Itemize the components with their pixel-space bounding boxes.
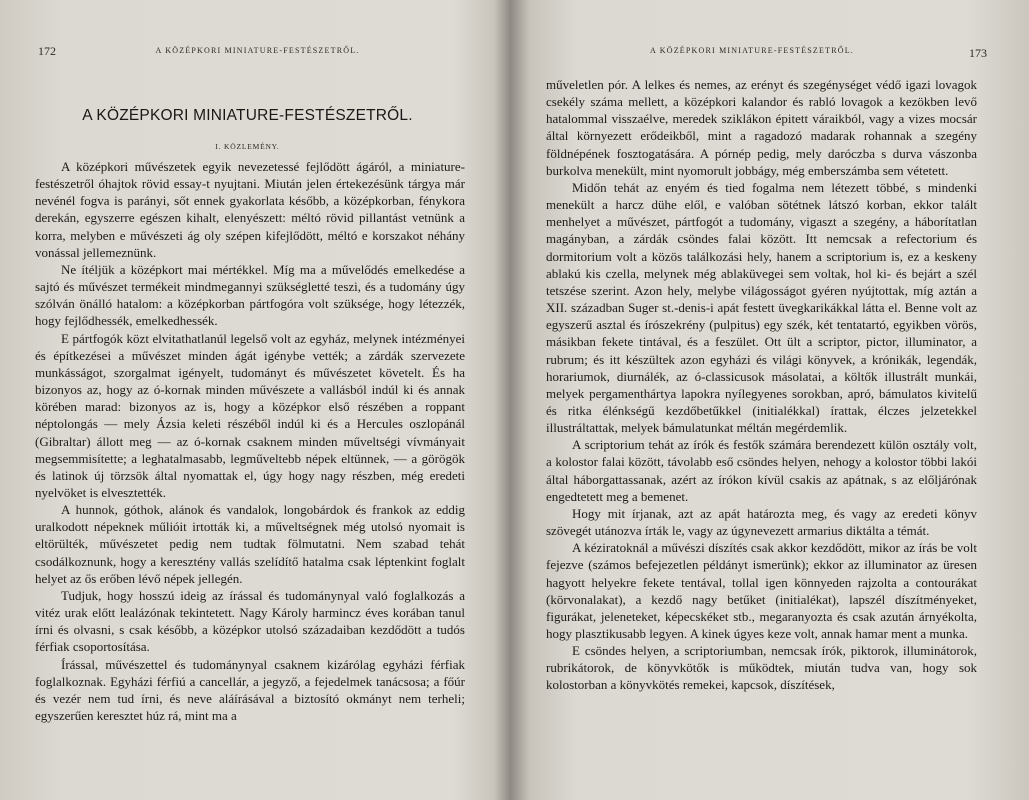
paragraph: Midőn tehát az enyém és tied fogalma nem létezett többé, s mindenki menekült a harcz dühe elől, e valóban sötétnek látszó korban, ekkor talált menhelyet a művészet, pártfogót a tudomány, vigaszt a szegény, a háborítatlan magányban, a zárdák csöndes falai között. Itt nemcsak a refectorium és dormitorium volt a közös találkozási hely, hanem a scriptorium is, ez a keskeny ablakú kis czella, melynek még ablaküvegei sem voltak, hol ki- és bejárt a szél tetszése szerint. Azon hely, melybe világosságot gyéren nyújtottak, míg aztán a XII. században Suger st.-denis-i apát festett üvegkarikákkal látta el. Benne volt az egyszerű asztal és írószekrény (pulpitus) egy szék, két tentatartó, egyikben vörös, másikban fekete tintával, és a feszület. Ott ült a scriptor, pictor, illuminator, a rubrum; és itt készültek azon egyházi és világi könyvek, a krónikák, legendák, horariumok, diurnálék, az ó-classicusok másolatai, a költők illustrált munkái, melyek pergamenthártya lapokra nyílegyenes sorokban, apró, bámulatos kivitelű és ritka élénkségű kezdőbetűkkel (initialékkal) írattak, élczes jelzetekkel illustráltattak, melyek bámulatunkat méltán megérdemlik. xyxy=(546,179,977,436)
paragraph: E csöndes helyen, a scriptoriumban, nemcsak írók, piktorok, illuminátorok, rubrikátorok, de könyvkötők is működtek, miután tudva van, hogy sok kolostorban a könyvkötés remekei, kapcsok, díszítések, xyxy=(546,643,977,693)
paragraph: műveletlen pór. A lelkes és nemes, az erényt és szegénységet védő igazi lovagok csekély száma mellett, a középkori kalandor és rabló lovagok a kezökben levő hatalommal visszaélve, meredek sziklákon épitett váraikból, vagy a vizes mocsár által környezett erődeikből, mint a ragadozó madarak rohannak a szegény földnépének fosztogatására. A pórnép pedig, mely daróczba s durva vászonba burkolva menekült, mint nyomorult jobbágy, még emberszámba sem vétetett. xyxy=(546,77,977,178)
article-subtitle: I. KÖZLEMÉNY. xyxy=(215,142,280,151)
right-page-body xyxy=(546,76,977,694)
paragraph: A scriptorium tehát az írók és festők számára berendezett külön osztály volt, a kolostor falai között, távolabb eső csöndes helyen, nehogy a kolostor többi lakói által háborgattassanak, azért az írókon kívül csakis az apátnak, s az előljárónak engedtetett meg a bemenet. xyxy=(546,437,977,504)
left-running-head: A KÖZÉPKORI MINIATURE-FESTÉSZETRŐL. xyxy=(155,46,360,55)
paragraph: A kéziratoknál a művészi díszítés csak akkor kezdődött, mikor az írás be volt fejezve (számos befejezetlen példányt ismerünk); ekkor az illuminator az üresen hagyott helyekre fekete tentával, tollal igen könnyeden rajzolta a contourákat (körvonalakat), a kezdő nagy betűket (initialékat), lapszél díszítményeket, figurákat, jeleneteket, képecskéket stb., megaranyozta és csak azután árnyékolta, hogy plasztikusabb legyen. A kinek úgyes keze volt, annak hamar ment a munka. xyxy=(546,540,977,641)
right-page-number: 173 xyxy=(969,46,987,60)
right-running-head: A KÖZÉPKORI MINIATURE-FESTÉSZETRŐL. xyxy=(650,46,854,55)
paragraph: Ne ítéljük a középkort mai mértékkel. Míg ma a művelődés emelkedése a sajtó és művészet termékeit mindmegannyi szükségletté teszi, és a tudomány úgy szólván önálló hatalom: a középkorban pártfogóra volt szüksége, hogy létezzék, hogy fejlődhessék, emelkedhessék. xyxy=(35,261,465,329)
article-title: A KÖZÉPKORI MINIATURE-FESTÉSZETRŐL. xyxy=(82,107,413,124)
paragraph: Tudjuk, hogy hosszú ideig az írással és tudománynyal való foglalkozás a vitéz urak előtt lealázónak tekintetett. Nagy Károly harmincz éves korában tanul írni és olvasni, s csak később, a középkor utolsó századaiban kezdődött a tudós férfiak csoportosítása. xyxy=(35,587,465,655)
paragraph: Hogy mit írjanak, azt az apát határozta meg, és vagy az eredeti könyv szövegét utánozva írták le, vagy az úgynevezett armarius diktálta a témát. xyxy=(546,505,977,539)
left-page-body xyxy=(35,158,465,724)
paragraph: A hunnok, góthok, alánok és vandalok, longobárdok és frankok az eddig uralkodott népeknek műlióit irtották ki, a műveltségnek még utolsó nyomait is eltörülték, művészetet pedig nem tudtak fölmutatni. Nem szabad tehát csodálkoznunk, hogy a keresztény vallás szelídítő hatalma csak léptenkint foglalt helyet az ős erőben lévő népek jellegén. xyxy=(35,502,465,586)
paragraph: A középkori művészetek egyik nevezetessé fejlődött ágáról, a miniature-festészetről óhajtok rövid essay-t nyujtani. Miután jelen értekezésünk tárgya már nevénél fogva is parányi, sőt ennek gyakorlata később, a középkorban, fénykora derekán, egyszerre egészen kihalt, elenyészett: méltó rövid pillantást vetnünk a korra, melyben e művészeti ág oly szépen kifejlődött, méltó e korszakot néhány vonással jellemeznünk. xyxy=(35,159,465,260)
left-page xyxy=(0,0,495,800)
right-page xyxy=(505,0,1029,800)
left-page-number: 172 xyxy=(38,44,56,58)
left-running-header xyxy=(0,44,495,58)
paragraph: Írással, művészettel és tudománynyal csaknem kizárólag egyházi férfiak foglalkoznak. Egyházi férfiú a cancellár, a jegyző, a fejedelmek tanácsosa; a főúr és vezér nem tud írni, és neve aláírásával a biztosító okmányt nem terheli; egyszerűen keresztet húz rá, mint ma a xyxy=(35,656,465,723)
paragraph: E pártfogók közt elvitathatlanúl legelső volt az egyház, melynek intézményei és építkezései a művészet minden ágát igénybe vették; a zárdák szervezete munkásságot, szorgalmat igényelt, tudományt és művészetet követelt. És ha bizonyos az, hogy az ó-kornak minden művészete a vallásból indúl ki és annak körében marad: bizonyos az is, hogy a középkor első részében a roppant néptolongás — mely Ázsia keleti részéből indúl ki és a Hercules oszlopánál (Gibraltar) állott meg — az ó-kornak csaknem minden műveltségi vívmányait megsemmisítette; a leghatalmasabb, legműveltebb népek eltünnek, — a görögök és latinok új törzsök által nyomattak el, úgy hogy nagy részben, még eredeti nyelvöket is elvesztették. xyxy=(35,330,465,500)
right-running-header xyxy=(505,44,1029,58)
